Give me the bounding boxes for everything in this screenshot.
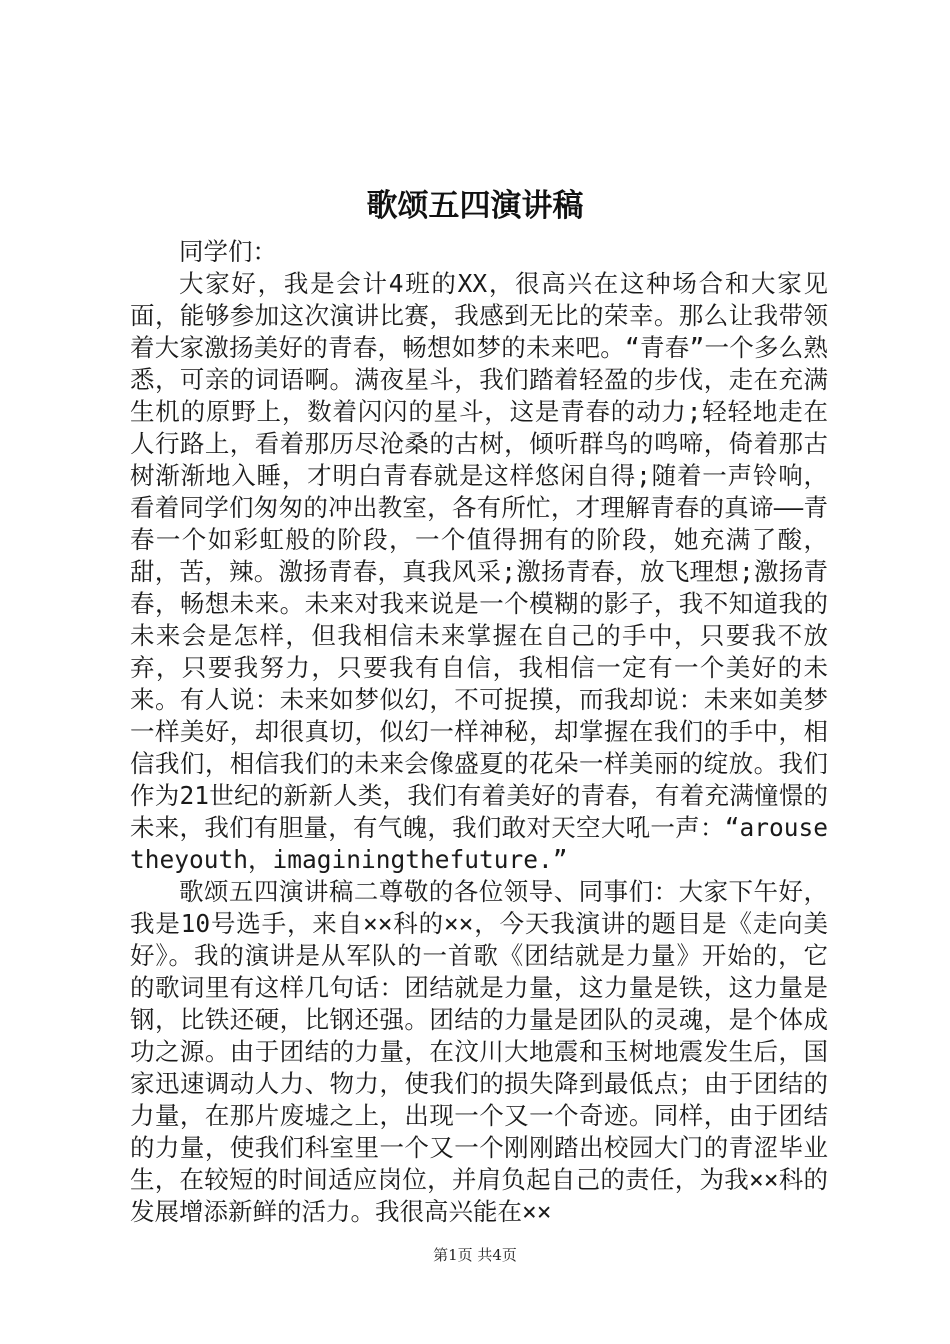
speech-one-paragraph: 大家好，我是会计4班的XX，很高兴在这种场合和大家见面，能够参加这次演讲比赛，我感到无比的荣幸。那么让我带领着大家激扬美好的青春，畅想如梦的未来吧。“青春”一个多么熟悉，可亲的词语啊。满夜星斗，我们踏着轻盈的步伐，走在充满生机的原野上，数着闪闪的星斗，这是青春的动力;轻轻地走在人行路上，看着那历尽沧桑的古树，倾听群鸟的鸣啼，倚着那古树渐渐地入睡，才明白青春就是这样悠闲自得;随着一声铃响，看着同学们匆匆的冲出教室，各有所忙，才理解青春的真谛——青春一个如彩虹般的阶段，一个值得拥有的阶段，她充满了酸，甜，苦，辣。激扬青春，真我风采;激扬青春，放飞理想;激扬青春，畅想未来。未来对我来说是一个模糊的影子，我不知道我的未来会是怎样，但我相信未来掌握在自己的手中，只要我不放弃，只要我努力，只要我有自信，我相信一定有一个美好的未来。有人说：未来如梦似幻，不可捉摸，而我却说：未来如美梦一样美好，却很真切，似幻一样神秘，却掌握在我们的手中，相信我们，相信我们的未来会像盛夏的花朵一样美丽的绽放。我们作为21世纪的新新人类，我们有着美好的青春，有着充满憧憬的未来，我们有胆量，有气魄，我们敢对天空大吼一声：“arousetheyouth，imaginingthefuture.” [130, 269, 828, 874]
document-title: 歌颂五四演讲稿 [366, 188, 584, 224]
page-number-footer: 第1页 共4页 [433, 1246, 517, 1264]
salutation-paragraph: 同学们： [179, 237, 277, 266]
document-body [130, 236, 828, 1228]
speech-two-paragraph: 歌颂五四演讲稿二尊敬的各位领导、同事们：大家下午好，我是10号选手，来自××科的××，今天我演讲的题目是《走向美好》。我的演讲是从军队的一首歌《团结就是力量》开始的，它的歌词里有这样几句话：团结就是力量，这力量是铁，这力量是钢，比铁还硬，比钢还强。团结的力量是团队的灵魂，是个体成功之源。由于团结的力量，在汶川大地震和玉树地震发生后，国家迅速调动人力、物力，使我们的损失降到最低点；由于团结的力量，在那片废墟之上，出现一个又一个奇迹。同样，由于团结的力量，使我们科室里一个又一个刚刚踏出校园大门的青涩毕业生，在较短的时间适应岗位，并肩负起自己的责任，为我××科的发展增添新鲜的活力。我很高兴能在×× [130, 877, 828, 1226]
